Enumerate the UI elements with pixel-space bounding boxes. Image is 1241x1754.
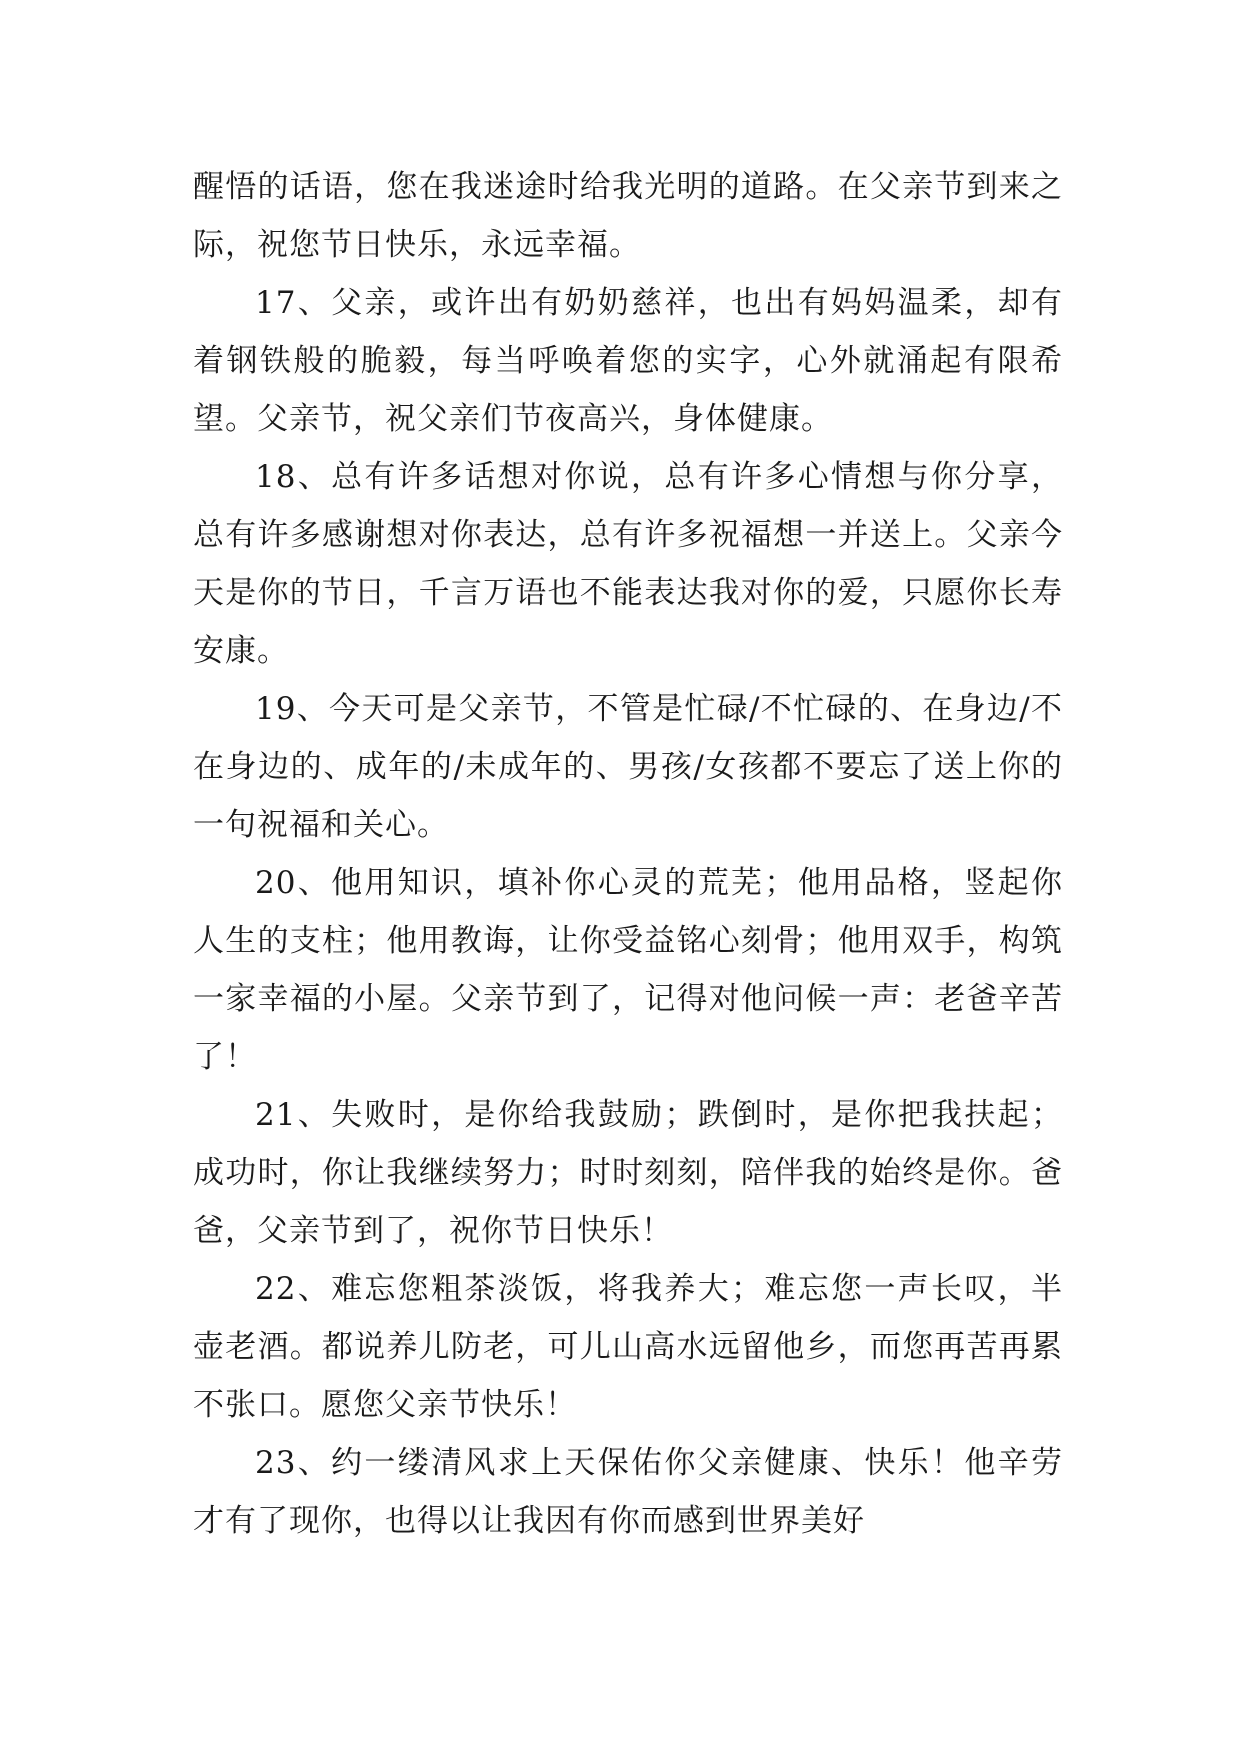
paragraph-continued: 醒悟的话语，您在我迷途时给我光明的道路。在父亲节到来之际，祝您节日快乐，永远幸福。: [193, 169, 1063, 263]
paragraph-23: 23、约一缕清风求上天保佑你父亲健康、快乐！他辛劳才有了现你，也得以让我因有你而感到世界美好: [193, 1445, 1063, 1539]
paragraph-22: 22、难忘您粗茶淡饭，将我养大；难忘您一声长叹，半壶老酒。都说养儿防老，可儿山高水远留他乡，而您再苦再累不张口。愿您父亲节快乐！: [193, 1271, 1063, 1423]
paragraph-20: 20、他用知识，填补你心灵的荒芜；他用品格，竖起你人生的支柱；他用教诲，让你受益铭心刻骨；他用双手，构筑一家幸福的小屋。父亲节到了，记得对他问候一声：老爸辛苦了！: [193, 865, 1063, 1075]
document-body: [193, 158, 1063, 1550]
paragraph-18: 18、总有许多话想对你说，总有许多心情想与你分享，总有许多感谢想对你表达，总有许多祝福想一并送上。父亲今天是你的节日，千言万语也不能表达我对你的爱，只愿你长寿安康。: [193, 459, 1063, 669]
paragraph-19: 19、今天可是父亲节，不管是忙碌/不忙碌的、在身边/不在身边的、成年的/未成年的、男孩/女孩都不要忘了送上你的一句祝福和关心。: [193, 691, 1063, 843]
paragraph-17: 17、父亲，或许出有奶奶慈祥，也出有妈妈温柔，却有着钢铁般的脆毅，每当呼唤着您的实字，心外就涌起有限希望。父亲节，祝父亲们节夜高兴，身体健康。: [193, 285, 1063, 437]
paragraph-21: 21、失败时，是你给我鼓励；跌倒时，是你把我扶起；成功时，你让我继续努力；时时刻刻，陪伴我的始终是你。爸爸，父亲节到了，祝你节日快乐！: [193, 1097, 1063, 1249]
